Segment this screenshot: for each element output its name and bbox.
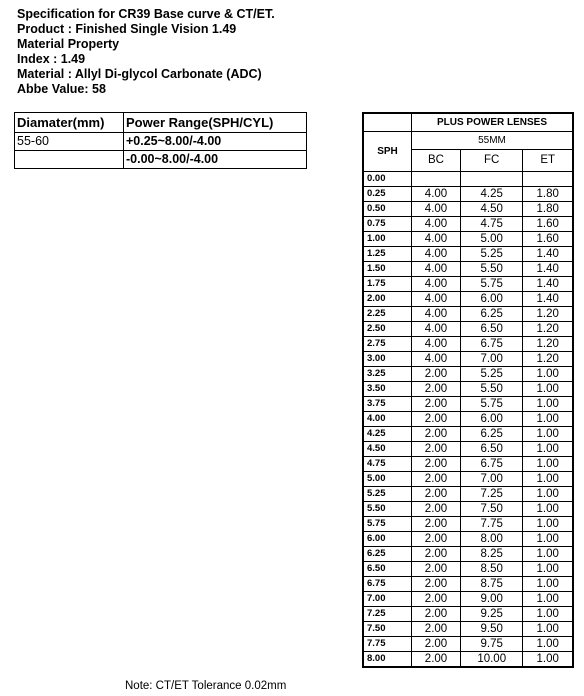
table-row <box>363 322 573 337</box>
et-cell: 1.60 <box>523 232 573 247</box>
sph-cell: 3.00 <box>363 352 412 367</box>
bc-cell: 4.00 <box>412 247 461 262</box>
bc-cell: 2.00 <box>412 442 461 457</box>
fc-cell: 10.00 <box>461 652 523 668</box>
et-cell: 1.00 <box>523 532 573 547</box>
corner-cell <box>363 113 412 132</box>
et-header: ET <box>523 150 573 172</box>
bc-cell: 2.00 <box>412 517 461 532</box>
bc-cell: 4.00 <box>412 262 461 277</box>
et-cell: 1.40 <box>523 292 573 307</box>
table-row <box>363 607 573 622</box>
bc-cell: 2.00 <box>412 532 461 547</box>
table-row <box>363 517 573 532</box>
et-cell: 1.00 <box>523 367 573 382</box>
bc-cell: 4.00 <box>412 202 461 217</box>
sph-cell: 1.75 <box>363 277 412 292</box>
tolerance-note: Note: CT/ET Tolerance 0.02mm <box>125 680 287 692</box>
bc-cell: 4.00 <box>412 307 461 322</box>
fc-cell: 8.75 <box>461 577 523 592</box>
fc-cell: 6.00 <box>461 292 523 307</box>
sph-cell: 2.00 <box>363 292 412 307</box>
fc-cell: 5.75 <box>461 397 523 412</box>
table-row <box>363 262 573 277</box>
table-row <box>363 352 573 367</box>
fc-cell: 6.50 <box>461 322 523 337</box>
bc-cell: 4.00 <box>412 352 461 367</box>
sph-cell: 3.50 <box>363 382 412 397</box>
diameter-power-table <box>14 112 307 169</box>
bc-cell <box>412 172 461 187</box>
fc-cell: 5.75 <box>461 277 523 292</box>
fc-cell: 6.00 <box>461 412 523 427</box>
fc-cell: 8.25 <box>461 547 523 562</box>
bc-cell: 4.00 <box>412 322 461 337</box>
fc-cell: 7.50 <box>461 502 523 517</box>
table-row <box>363 562 573 577</box>
bc-cell: 2.00 <box>412 547 461 562</box>
table-row <box>363 187 573 202</box>
fc-header: FC <box>461 150 523 172</box>
et-cell: 1.80 <box>523 202 573 217</box>
table-row <box>363 442 573 457</box>
et-cell: 1.00 <box>523 412 573 427</box>
table-row <box>363 532 573 547</box>
fc-cell: 5.25 <box>461 367 523 382</box>
fc-cell: 7.00 <box>461 352 523 367</box>
fc-cell: 9.50 <box>461 622 523 637</box>
table-row <box>15 151 307 169</box>
sph-cell: 6.25 <box>363 547 412 562</box>
et-cell: 1.40 <box>523 262 573 277</box>
bc-cell: 4.00 <box>412 277 461 292</box>
bc-cell: 2.00 <box>412 622 461 637</box>
table-row <box>363 232 573 247</box>
bc-cell: 2.00 <box>412 382 461 397</box>
sph-cell: 2.25 <box>363 307 412 322</box>
bc-cell: 2.00 <box>412 427 461 442</box>
sph-cell: 7.75 <box>363 637 412 652</box>
fc-cell: 6.75 <box>461 337 523 352</box>
header-title: Specification for CR39 Base curve & CT/ET. <box>17 7 275 21</box>
et-cell: 1.00 <box>523 517 573 532</box>
et-cell: 1.00 <box>523 502 573 517</box>
bc-cell: 2.00 <box>412 577 461 592</box>
size-label: 55MM <box>412 132 574 150</box>
sph-cell: 3.25 <box>363 367 412 382</box>
table-title: PLUS POWER LENSES <box>412 113 574 132</box>
fc-cell: 5.50 <box>461 382 523 397</box>
et-cell: 1.00 <box>523 652 573 668</box>
bc-cell: 4.00 <box>412 292 461 307</box>
sph-cell: 6.50 <box>363 562 412 577</box>
et-cell: 1.00 <box>523 382 573 397</box>
table-row <box>363 307 573 322</box>
table-row <box>363 637 573 652</box>
table-row <box>363 412 573 427</box>
fc-cell: 9.75 <box>461 637 523 652</box>
fc-cell: 5.00 <box>461 232 523 247</box>
sph-cell: 4.00 <box>363 412 412 427</box>
et-cell: 1.20 <box>523 322 573 337</box>
table-row <box>363 202 573 217</box>
sph-cell: 4.25 <box>363 427 412 442</box>
et-cell <box>523 172 573 187</box>
bc-cell: 2.00 <box>412 592 461 607</box>
et-cell: 1.00 <box>523 397 573 412</box>
table-row <box>363 292 573 307</box>
et-cell: 1.00 <box>523 442 573 457</box>
et-cell: 1.00 <box>523 487 573 502</box>
fc-cell: 6.25 <box>461 307 523 322</box>
et-cell: 1.00 <box>523 427 573 442</box>
fc-cell: 8.00 <box>461 532 523 547</box>
sph-cell: 1.50 <box>363 262 412 277</box>
et-cell: 1.00 <box>523 592 573 607</box>
table-row <box>363 592 573 607</box>
sph-cell: 2.75 <box>363 337 412 352</box>
et-cell: 1.60 <box>523 217 573 232</box>
fc-cell: 9.00 <box>461 592 523 607</box>
fc-cell: 4.25 <box>461 187 523 202</box>
sph-cell: 7.50 <box>363 622 412 637</box>
table-row <box>363 247 573 262</box>
sph-cell: 0.75 <box>363 217 412 232</box>
bc-cell: 2.00 <box>412 637 461 652</box>
table-row <box>363 502 573 517</box>
fc-cell: 7.00 <box>461 472 523 487</box>
plus-power-lenses-table <box>362 112 574 668</box>
bc-cell: 2.00 <box>412 652 461 668</box>
bc-cell: 4.00 <box>412 187 461 202</box>
fc-cell: 6.75 <box>461 457 523 472</box>
table-row <box>363 652 573 668</box>
table-row <box>363 337 573 352</box>
sph-cell: 3.75 <box>363 397 412 412</box>
table-row <box>363 547 573 562</box>
table-row <box>363 457 573 472</box>
table-row <box>363 577 573 592</box>
sph-cell: 7.00 <box>363 592 412 607</box>
table-row <box>363 277 573 292</box>
power-range-cell: +0.25~8.00/-4.00 <box>124 133 307 151</box>
fc-cell: 9.25 <box>461 607 523 622</box>
power-range-cell: -0.00~8.00/-4.00 <box>124 151 307 169</box>
fc-cell: 4.50 <box>461 202 523 217</box>
bc-cell: 4.00 <box>412 217 461 232</box>
bc-cell: 2.00 <box>412 562 461 577</box>
fc-cell: 4.75 <box>461 217 523 232</box>
fc-cell: 7.25 <box>461 487 523 502</box>
bc-cell: 2.00 <box>412 472 461 487</box>
header-material-property: Material Property <box>17 37 120 51</box>
et-cell: 1.20 <box>523 307 573 322</box>
fc-cell: 6.50 <box>461 442 523 457</box>
header-index: Index : 1.49 <box>17 52 86 66</box>
et-cell: 1.00 <box>523 577 573 592</box>
fc-cell: 5.25 <box>461 247 523 262</box>
spec-header <box>17 7 275 97</box>
size-row <box>363 132 573 150</box>
table-row <box>363 397 573 412</box>
sph-cell: 0.50 <box>363 202 412 217</box>
bc-cell: 2.00 <box>412 367 461 382</box>
et-cell: 1.00 <box>523 562 573 577</box>
table-row <box>363 382 573 397</box>
et-cell: 1.00 <box>523 637 573 652</box>
table-row <box>363 622 573 637</box>
bc-cell: 4.00 <box>412 337 461 352</box>
bc-cell: 2.00 <box>412 487 461 502</box>
bc-cell: 2.00 <box>412 397 461 412</box>
diameter-header: Diamater(mm) <box>15 113 124 133</box>
bc-cell: 2.00 <box>412 412 461 427</box>
sph-cell: 5.25 <box>363 487 412 502</box>
et-cell: 1.00 <box>523 607 573 622</box>
sph-header: SPH <box>363 132 412 172</box>
power-range-header: Power Range(SPH/CYL) <box>124 113 307 133</box>
bc-cell: 2.00 <box>412 457 461 472</box>
sph-cell: 1.00 <box>363 232 412 247</box>
sph-cell: 2.50 <box>363 322 412 337</box>
fc-cell: 8.50 <box>461 562 523 577</box>
table-header-row <box>15 113 307 133</box>
bc-header: BC <box>412 150 461 172</box>
table-row <box>363 217 573 232</box>
bc-cell: 2.00 <box>412 502 461 517</box>
et-cell: 1.20 <box>523 352 573 367</box>
et-cell: 1.40 <box>523 247 573 262</box>
table-row <box>363 487 573 502</box>
sph-cell: 0.00 <box>363 172 412 187</box>
diameter-cell <box>15 151 124 169</box>
sph-cell: 4.50 <box>363 442 412 457</box>
table-row <box>363 367 573 382</box>
sph-cell: 6.00 <box>363 532 412 547</box>
sph-cell: 7.25 <box>363 607 412 622</box>
diameter-cell: 55-60 <box>15 133 124 151</box>
et-cell: 1.00 <box>523 472 573 487</box>
fc-cell <box>461 172 523 187</box>
sph-cell: 0.25 <box>363 187 412 202</box>
et-cell: 1.80 <box>523 187 573 202</box>
et-cell: 1.00 <box>523 547 573 562</box>
table-title-row <box>363 113 573 132</box>
power-table-body <box>363 172 573 668</box>
bc-cell: 2.00 <box>412 607 461 622</box>
table-row <box>15 133 307 151</box>
et-cell: 1.00 <box>523 457 573 472</box>
sph-cell: 8.00 <box>363 652 412 668</box>
fc-cell: 7.75 <box>461 517 523 532</box>
table-row <box>363 172 573 187</box>
bc-cell: 4.00 <box>412 232 461 247</box>
sph-cell: 5.75 <box>363 517 412 532</box>
sph-cell: 1.25 <box>363 247 412 262</box>
sph-cell: 5.00 <box>363 472 412 487</box>
header-product: Product : Finished Single Vision 1.49 <box>17 22 237 36</box>
sph-cell: 6.75 <box>363 577 412 592</box>
table-row <box>363 427 573 442</box>
sph-cell: 4.75 <box>363 457 412 472</box>
et-cell: 1.20 <box>523 337 573 352</box>
sph-cell: 5.50 <box>363 502 412 517</box>
header-abbe: Abbe Value: 58 <box>17 82 106 96</box>
fc-cell: 5.50 <box>461 262 523 277</box>
table-row <box>363 472 573 487</box>
header-material: Material : Allyl Di-glycol Carbonate (ADC) <box>17 67 262 81</box>
fc-cell: 6.25 <box>461 427 523 442</box>
et-cell: 1.00 <box>523 622 573 637</box>
et-cell: 1.40 <box>523 277 573 292</box>
